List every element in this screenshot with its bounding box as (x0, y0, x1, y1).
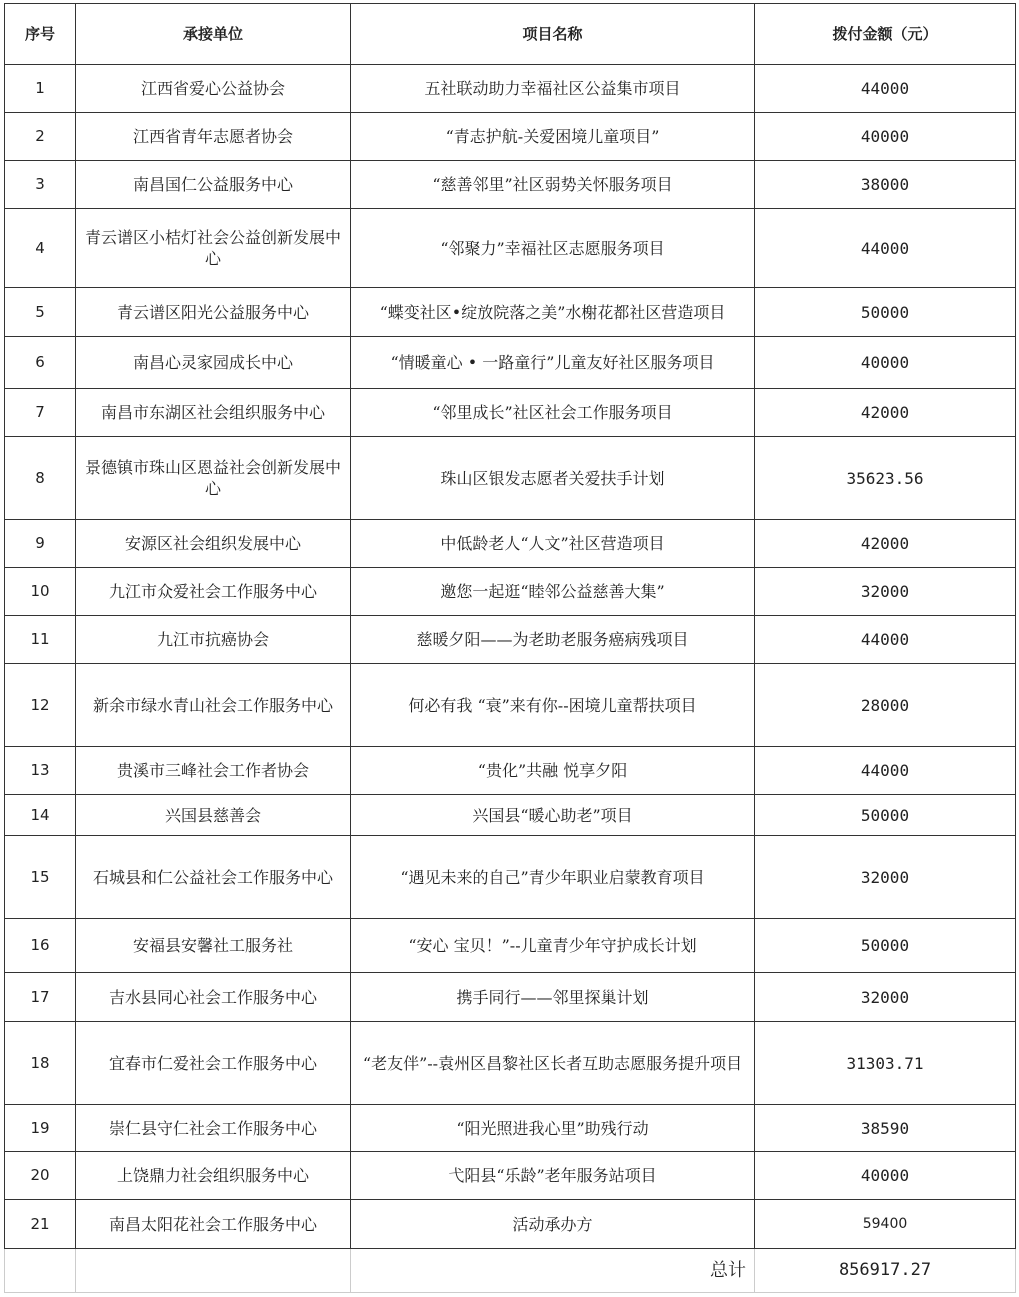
row-amount: 44000 (755, 65, 1016, 113)
grant-table (4, 3, 1016, 1293)
row-amount: 42000 (755, 520, 1016, 568)
row-org: 江西省青年志愿者协会 (76, 113, 351, 161)
row-index: 4 (5, 209, 76, 288)
row-amount: 31303.71 (755, 1022, 1016, 1105)
table-row (5, 337, 1016, 389)
row-index: 21 (5, 1200, 76, 1249)
table-row (5, 795, 1016, 836)
table-row (5, 664, 1016, 747)
row-amount: 44000 (755, 747, 1016, 795)
row-amount: 32000 (755, 973, 1016, 1022)
table-row (5, 65, 1016, 113)
row-project: “安心 宝贝！”--儿童青少年守护成长计划 (351, 919, 755, 973)
row-amount: 50000 (755, 288, 1016, 337)
row-org: 青云谱区阳光公益服务中心 (76, 288, 351, 337)
row-project: “邻聚力”幸福社区志愿服务项目 (351, 209, 755, 288)
row-org: 南昌市东湖区社会组织服务中心 (76, 389, 351, 437)
row-amount: 44000 (755, 209, 1016, 288)
row-project: 弋阳县“乐龄”老年服务站项目 (351, 1152, 755, 1200)
row-index: 14 (5, 795, 76, 836)
row-org: 景德镇市珠山区恩益社会创新发展中心 (76, 437, 351, 520)
table-row (5, 113, 1016, 161)
table-row (5, 209, 1016, 288)
total-label: 总计 (351, 1249, 755, 1293)
row-index: 12 (5, 664, 76, 747)
row-index: 18 (5, 1022, 76, 1105)
row-index: 9 (5, 520, 76, 568)
table-row (5, 520, 1016, 568)
table-row (5, 1200, 1016, 1249)
row-amount: 40000 (755, 337, 1016, 389)
row-project: 邀您一起逛“睦邻公益慈善大集” (351, 568, 755, 616)
row-index: 20 (5, 1152, 76, 1200)
row-index: 3 (5, 161, 76, 209)
row-amount: 35623.56 (755, 437, 1016, 520)
total-row (5, 1249, 1016, 1293)
header-amount: 拨付金额（元） (755, 4, 1016, 65)
table-row (5, 568, 1016, 616)
row-org: 青云谱区小桔灯社会公益创新发展中心 (76, 209, 351, 288)
row-index: 15 (5, 836, 76, 919)
row-org: 南昌心灵家园成长中心 (76, 337, 351, 389)
row-amount: 32000 (755, 836, 1016, 919)
row-org: 新余市绿水青山社会工作服务中心 (76, 664, 351, 747)
row-org: 九江市抗癌协会 (76, 616, 351, 664)
header-index: 序号 (5, 4, 76, 65)
row-index: 19 (5, 1105, 76, 1152)
row-index: 11 (5, 616, 76, 664)
total-value: 856917.27 (755, 1249, 1016, 1293)
row-amount: 42000 (755, 389, 1016, 437)
table-row (5, 161, 1016, 209)
row-index: 10 (5, 568, 76, 616)
row-org: 吉水县同心社会工作服务中心 (76, 973, 351, 1022)
row-index: 6 (5, 337, 76, 389)
row-project: 珠山区银发志愿者关爱扶手计划 (351, 437, 755, 520)
row-org: 石城县和仁公益社会工作服务中心 (76, 836, 351, 919)
row-project: “贵化”共融 悦享夕阳 (351, 747, 755, 795)
row-org: 南昌太阳花社会工作服务中心 (76, 1200, 351, 1249)
row-project: “情暖童心 • 一路童行”儿童友好社区服务项目 (351, 337, 755, 389)
table-row (5, 973, 1016, 1022)
row-org: 江西省爱心公益协会 (76, 65, 351, 113)
table-row (5, 836, 1016, 919)
row-amount: 40000 (755, 113, 1016, 161)
row-index: 2 (5, 113, 76, 161)
row-project: 携手同行——邻里探巢计划 (351, 973, 755, 1022)
row-index: 13 (5, 747, 76, 795)
table-row (5, 288, 1016, 337)
row-amount: 59400 (755, 1200, 1016, 1249)
row-amount: 50000 (755, 919, 1016, 973)
row-project: “蝶变社区•绽放院落之美”水榭花都社区营造项目 (351, 288, 755, 337)
row-amount: 50000 (755, 795, 1016, 836)
row-project: “邻里成长”社区社会工作服务项目 (351, 389, 755, 437)
row-project: “慈善邻里”社区弱势关怀服务项目 (351, 161, 755, 209)
row-project: “阳光照进我心里”助残行动 (351, 1105, 755, 1152)
row-amount: 44000 (755, 616, 1016, 664)
row-index: 5 (5, 288, 76, 337)
total-empty-2 (76, 1249, 351, 1293)
table-row (5, 919, 1016, 973)
row-project: 何必有我 “衰”来有你--困境儿童帮扶项目 (351, 664, 755, 747)
row-amount: 40000 (755, 1152, 1016, 1200)
header-row (5, 4, 1016, 65)
row-org: 安福县安馨社工服务社 (76, 919, 351, 973)
row-index: 1 (5, 65, 76, 113)
table-row (5, 389, 1016, 437)
row-project: 中低龄老人“人文”社区营造项目 (351, 520, 755, 568)
header-org: 承接单位 (76, 4, 351, 65)
row-project: 五社联动助力幸福社区公益集市项目 (351, 65, 755, 113)
row-org: 安源区社会组织发展中心 (76, 520, 351, 568)
row-org: 上饶鼎力社会组织服务中心 (76, 1152, 351, 1200)
table-row (5, 1022, 1016, 1105)
total-empty-1 (5, 1249, 76, 1293)
row-index: 17 (5, 973, 76, 1022)
row-org: 南昌国仁公益服务中心 (76, 161, 351, 209)
row-project: 活动承办方 (351, 1200, 755, 1249)
row-org: 贵溪市三峰社会工作者协会 (76, 747, 351, 795)
row-project: 慈暖夕阳——为老助老服务癌病残项目 (351, 616, 755, 664)
row-org: 宜春市仁爱社会工作服务中心 (76, 1022, 351, 1105)
row-index: 16 (5, 919, 76, 973)
table-row (5, 437, 1016, 520)
row-amount: 38000 (755, 161, 1016, 209)
row-amount: 32000 (755, 568, 1016, 616)
row-project: “遇见未来的自己”青少年职业启蒙教育项目 (351, 836, 755, 919)
row-project: “老友伴”--袁州区昌黎社区长者互助志愿服务提升项目 (351, 1022, 755, 1105)
row-project: “青志护航-关爱困境儿童项目” (351, 113, 755, 161)
table-row (5, 1105, 1016, 1152)
row-org: 九江市众爱社会工作服务中心 (76, 568, 351, 616)
table-body (5, 65, 1016, 1249)
table-row (5, 1152, 1016, 1200)
row-org: 兴国县慈善会 (76, 795, 351, 836)
row-index: 7 (5, 389, 76, 437)
row-amount: 38590 (755, 1105, 1016, 1152)
table-row (5, 747, 1016, 795)
row-amount: 28000 (755, 664, 1016, 747)
table-row (5, 616, 1016, 664)
row-index: 8 (5, 437, 76, 520)
row-project: 兴国县“暖心助老”项目 (351, 795, 755, 836)
header-project: 项目名称 (351, 4, 755, 65)
row-org: 崇仁县守仁社会工作服务中心 (76, 1105, 351, 1152)
